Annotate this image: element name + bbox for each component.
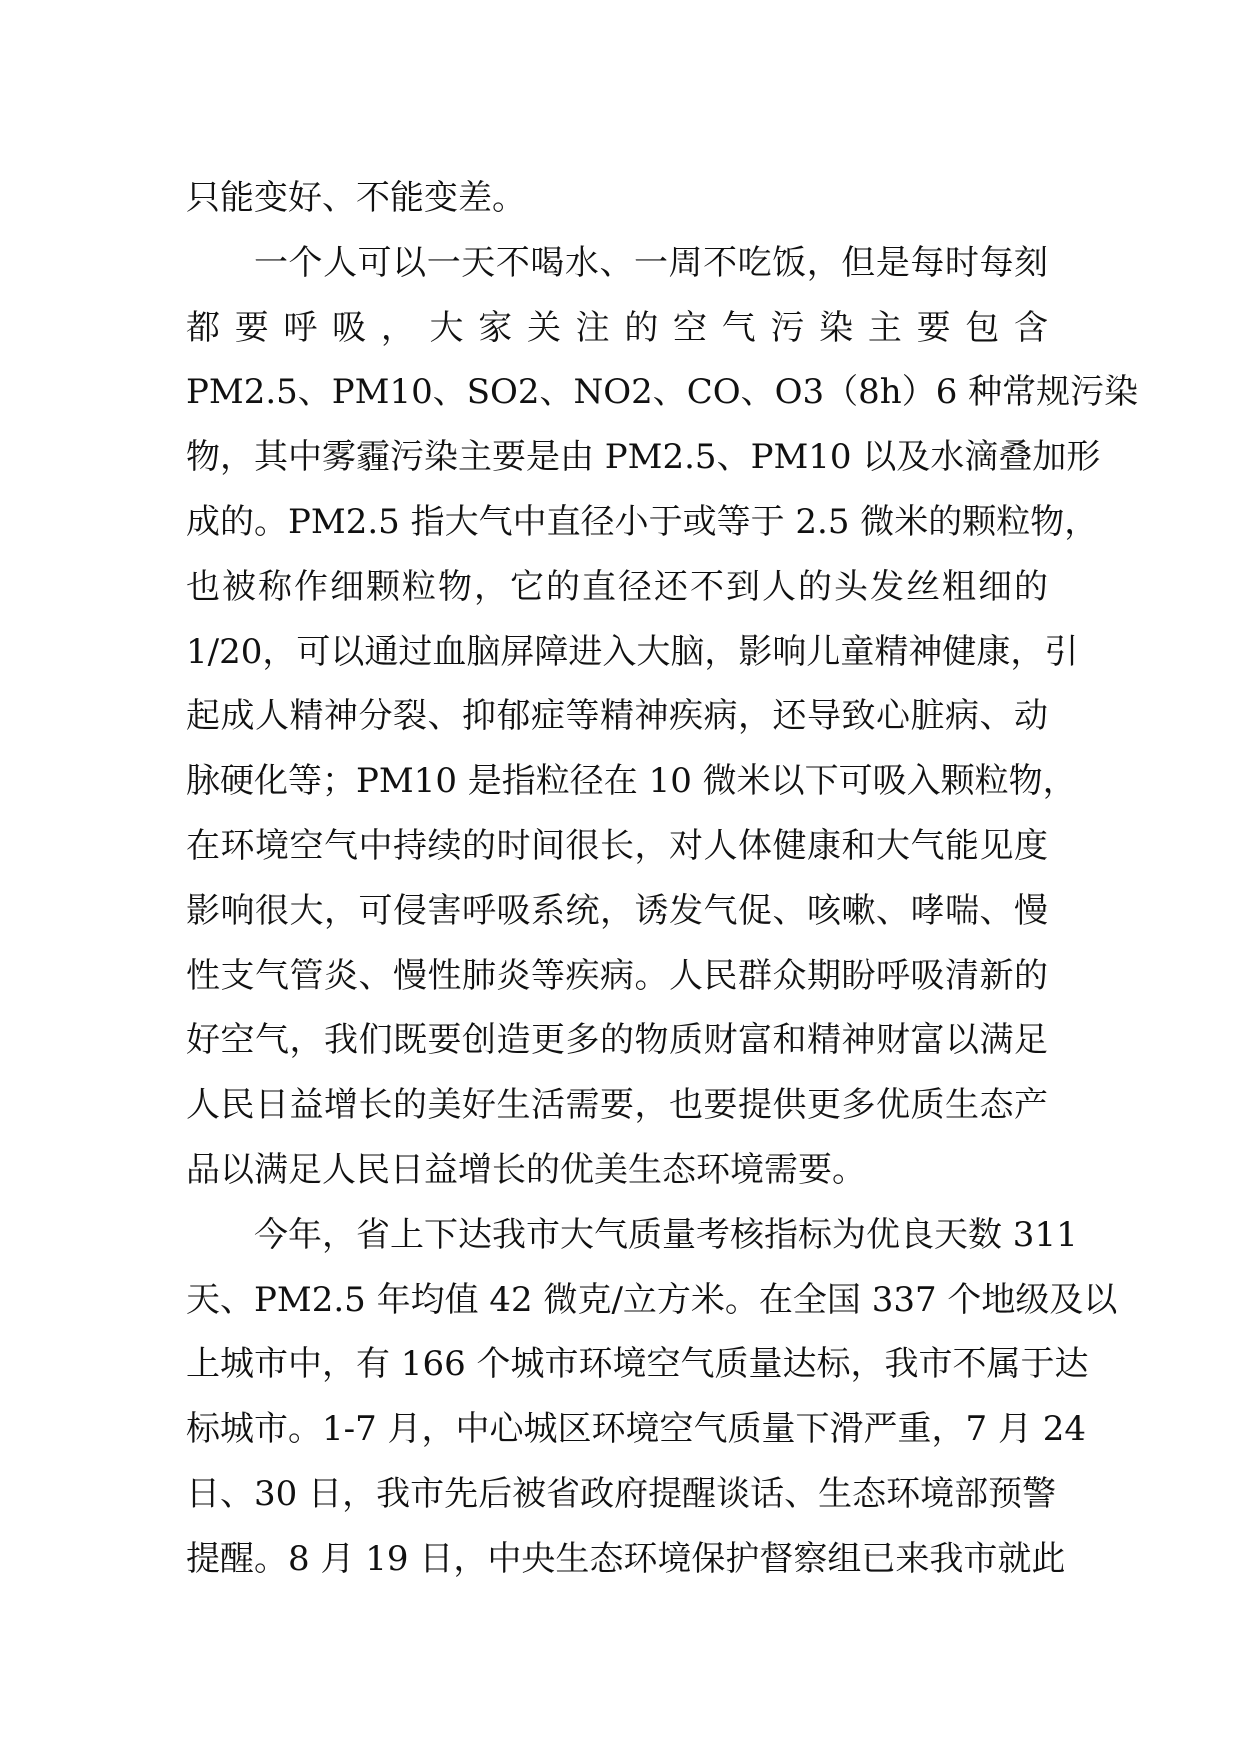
text-line: 1/20，可以通过血脑屏障进入大脑，影响儿童精神健康，引	[186, 631, 1079, 672]
text-line: PM2.5、PM10、SO2、NO2、CO、O3（8h）6 种常规污染	[186, 372, 1139, 413]
text-line: 人民日益增长的美好生活需要，也要提供更多优质生态产	[186, 1085, 1048, 1126]
body-text	[186, 166, 1139, 1592]
text-line: 也被称作细颗粒物，它的直径还不到人的头发丝粗细的	[186, 566, 1048, 607]
text-line: 标城市。1-7 月，中心城区环境空气质量下滑严重，7 月 24	[186, 1409, 1087, 1450]
text-line: 天、PM2.5 年均值 42 微克/立方米。在全国 337 个地级及以	[186, 1279, 1118, 1320]
text-line: 只能变好、不能变差。	[186, 178, 526, 218]
text-line: 上城市中，有 166 个城市环境空气质量达标，我市不属于达	[186, 1344, 1089, 1385]
text-line: 一个人可以一天不喝水、一周不吃饭，但是每时每刻	[254, 242, 1048, 283]
text-line: 脉硬化等；PM10 是指粒径在 10 微米以下可吸入颗粒物，	[186, 761, 1077, 802]
text-line: 品以满足人民日益增长的优美生态环境需要。	[186, 1149, 866, 1190]
text-line: 影响很大，可侵害呼吸系统，诱发气促、咳嗽、哮喘、慢	[186, 890, 1048, 931]
text-line: 成的。PM2.5 指大气中直径小于或等于 2.5 微米的颗粒物，	[186, 501, 1099, 542]
text-line: 性支气管炎、慢性肺炎等疾病。人民群众期盼呼吸清新的	[186, 955, 1048, 996]
text-line: 物，其中雾霾污染主要是由 PM2.5、PM10 以及水滴叠加形	[186, 437, 1101, 478]
text-line: 都 要 呼 吸 ， 大 家 关 注 的 空 气 污 染 主 要 包 含	[186, 307, 1048, 348]
text-line: 今年，省上下达我市大气质量考核指标为优良天数 311	[254, 1214, 1078, 1255]
text-line: 在环境空气中持续的时间很长，对人体健康和大气能见度	[186, 825, 1048, 866]
text-line: 好空气，我们既要创造更多的物质财富和精神财富以满足	[186, 1020, 1048, 1061]
text-line: 提醒。8 月 19 日，中央生态环境保护督察组已来我市就此	[186, 1538, 1066, 1579]
text-line: 日、30 日，我市先后被省政府提醒谈话、生态环境部预警	[186, 1473, 1057, 1514]
text-line: 起成人精神分裂、抑郁症等精神疾病，还导致心脏病、动	[186, 696, 1048, 737]
